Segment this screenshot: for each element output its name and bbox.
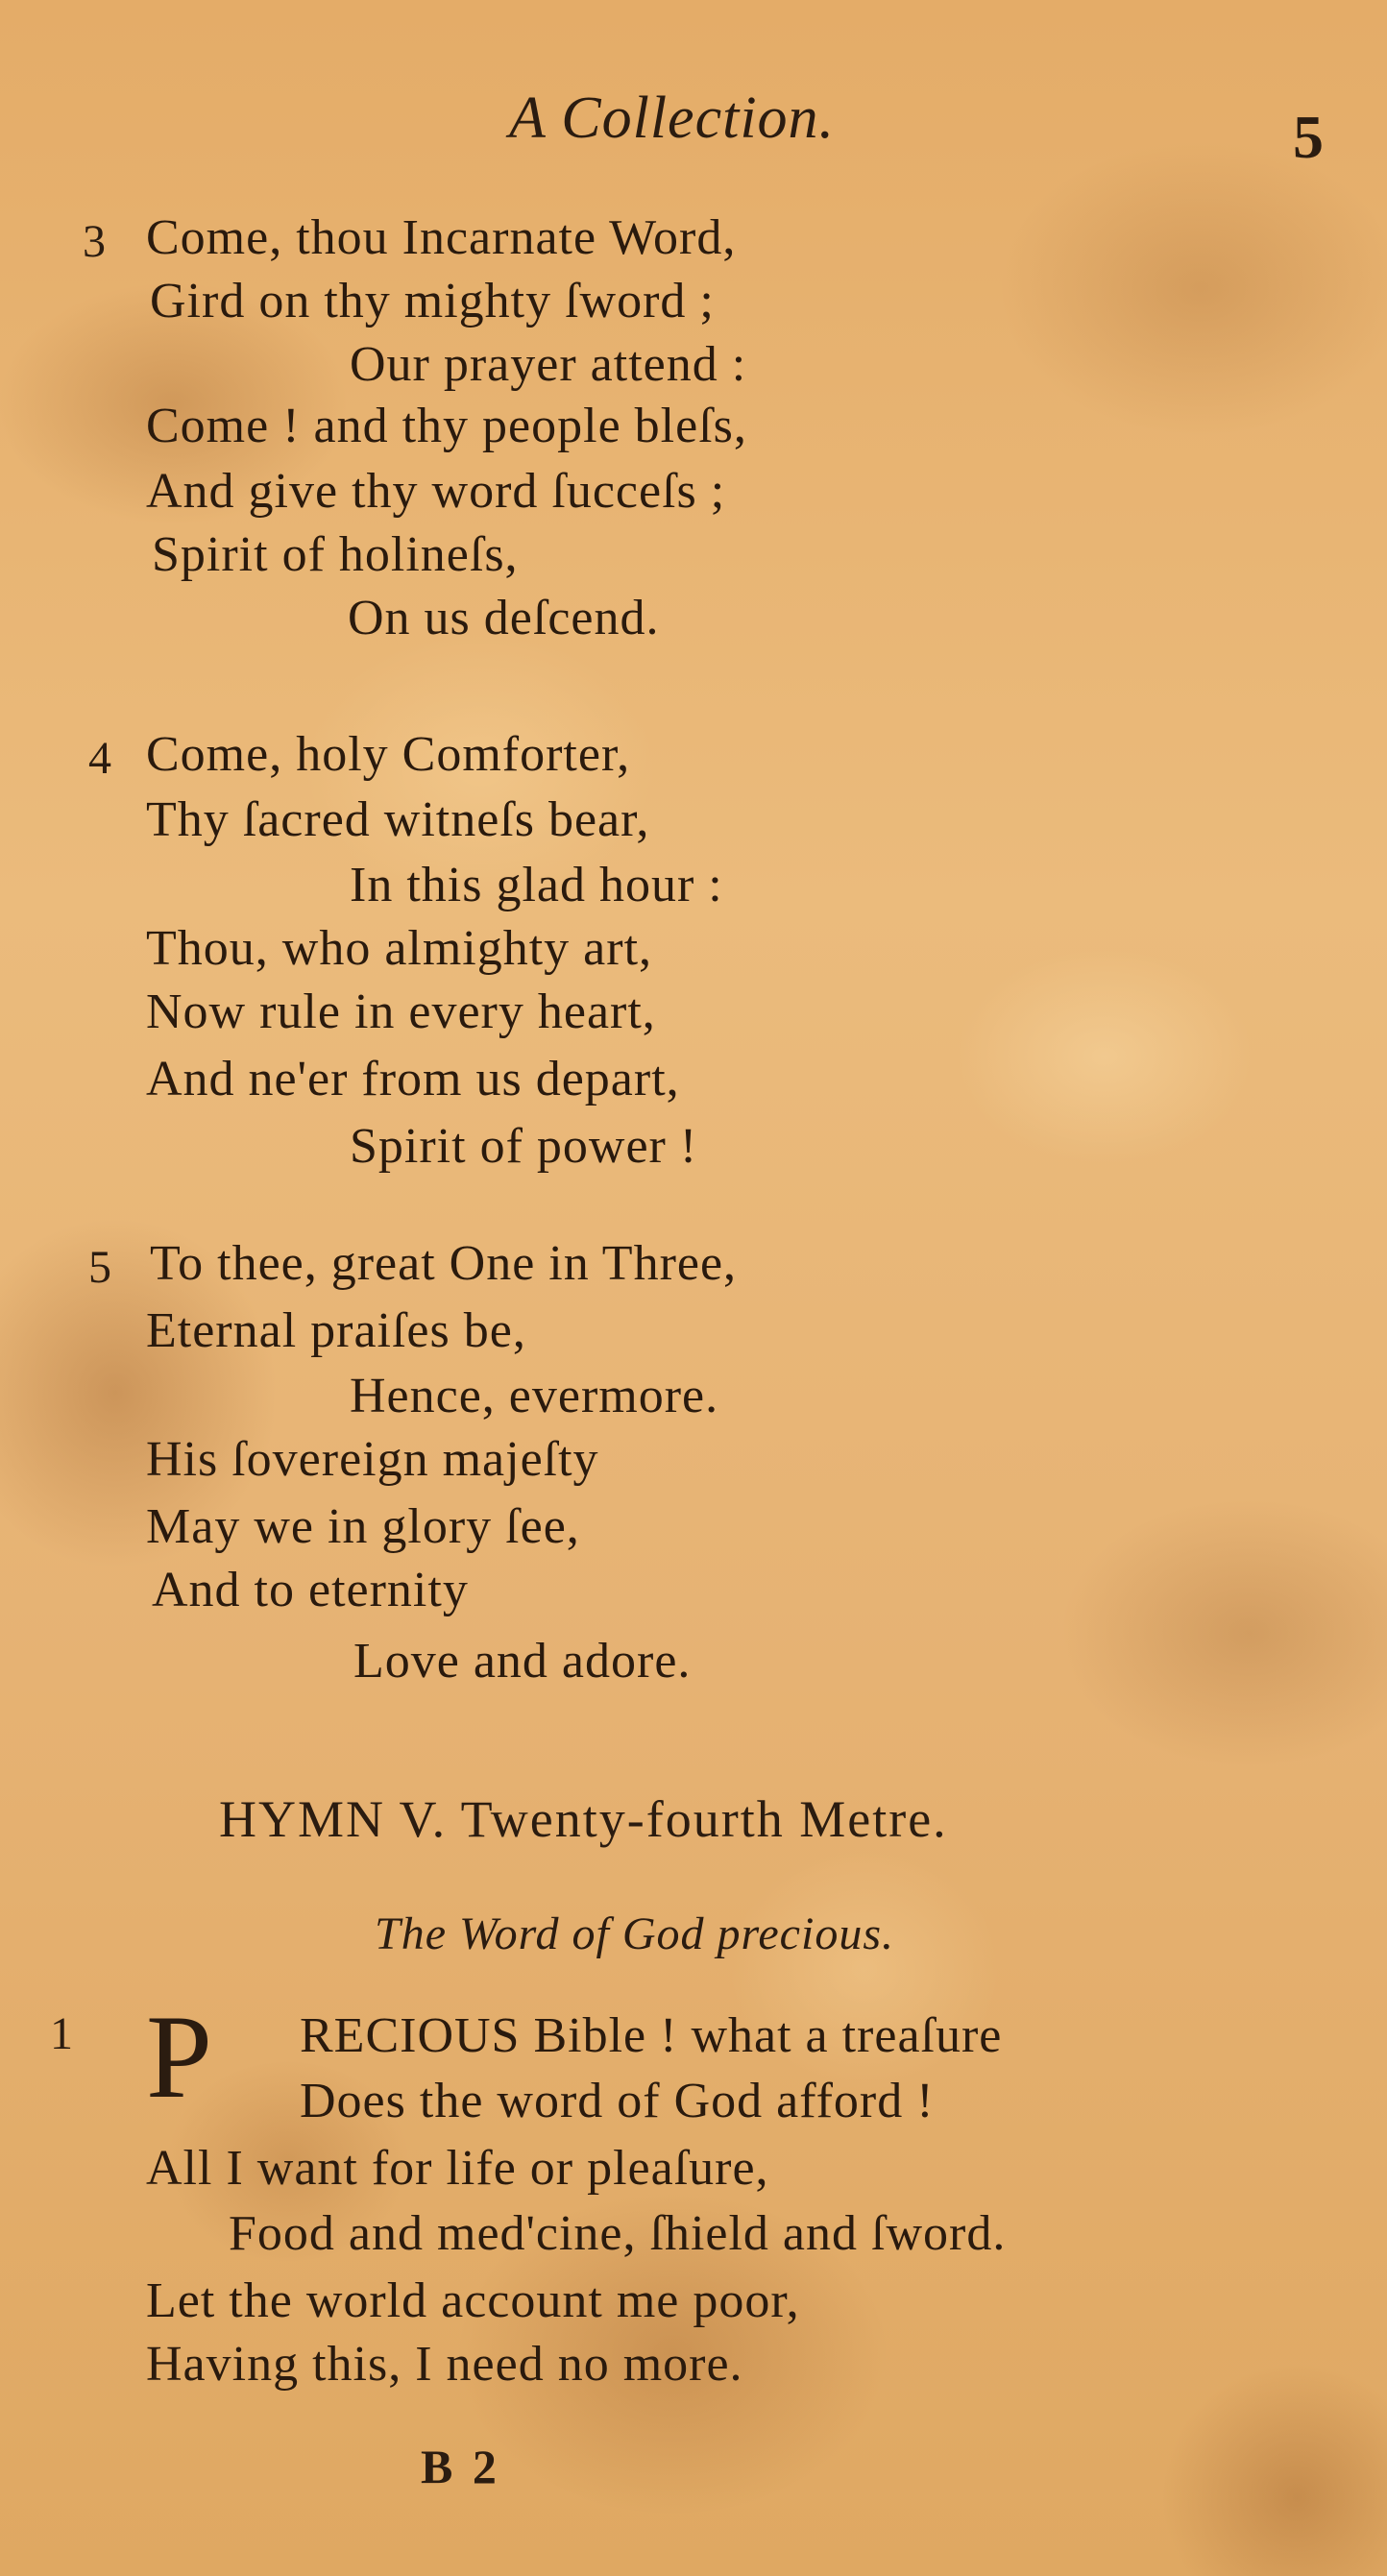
- hymn-title: HYMN V. Twenty-fourth Metre.: [219, 1790, 948, 1848]
- verse-line: Hence, evermore.: [350, 1369, 719, 1423]
- verse-line: His ſovereign majeſty: [146, 1432, 599, 1487]
- verse-line: To thee, great One in Three,: [150, 1236, 738, 1291]
- verse-number: 1: [50, 2008, 73, 2059]
- verse-number: 3: [83, 216, 106, 267]
- verse-line: Gird on thy mighty ſword ;: [150, 274, 715, 328]
- hymn-line: Having this, I need no more.: [146, 2337, 743, 2392]
- verse-line: In this glad hour :: [350, 858, 723, 912]
- hymn-line: Does the word of God afford !: [300, 2074, 935, 2128]
- verse-line: And give thy word ſucceſs ;: [146, 464, 726, 519]
- verse-line: Our prayer attend :: [350, 337, 747, 392]
- verse-line: Thy ſacred witneſs bear,: [146, 792, 650, 847]
- page-number: 5: [1293, 103, 1324, 171]
- verse-line: Come, thou Incarnate Word,: [146, 210, 737, 265]
- running-header: A Collection.: [509, 85, 836, 151]
- verse-line: Come ! and thy people bleſs,: [146, 399, 747, 453]
- verse-line: Love and adore.: [353, 1634, 692, 1689]
- hymn-line: Let the world account me poor,: [146, 2273, 800, 2328]
- verse-line: Spirit of power !: [350, 1119, 698, 1174]
- verse-line: And to eternity: [152, 1563, 469, 1617]
- verse-line: On us deſcend.: [348, 591, 660, 645]
- hymn-subtitle: The Word of God precious.: [375, 1908, 894, 1959]
- hymn-line: RECIOUS Bible ! what a treaſure: [300, 2008, 1003, 2063]
- verse-line: Spirit of holineſs,: [152, 527, 519, 582]
- verse-line: Eternal praiſes be,: [146, 1303, 526, 1358]
- verse-line: Thou, who almighty art,: [146, 921, 653, 976]
- verse-number: 4: [88, 733, 111, 784]
- verse-line: Now rule in every heart,: [146, 984, 656, 1039]
- verse-line: Come, holy Comforter,: [146, 727, 631, 782]
- hymn-line: All I want for life or pleaſure,: [146, 2141, 769, 2196]
- drop-cap: P: [146, 1991, 212, 2123]
- verse-line: And ne'er from us depart,: [146, 1052, 680, 1106]
- verse-number: 5: [88, 1242, 111, 1293]
- signature-mark: B 2: [421, 2440, 500, 2493]
- hymn-line: Food and med'cine, ſhield and ſword.: [229, 2206, 1007, 2261]
- verse-line: May we in glory ſee,: [146, 1499, 580, 1554]
